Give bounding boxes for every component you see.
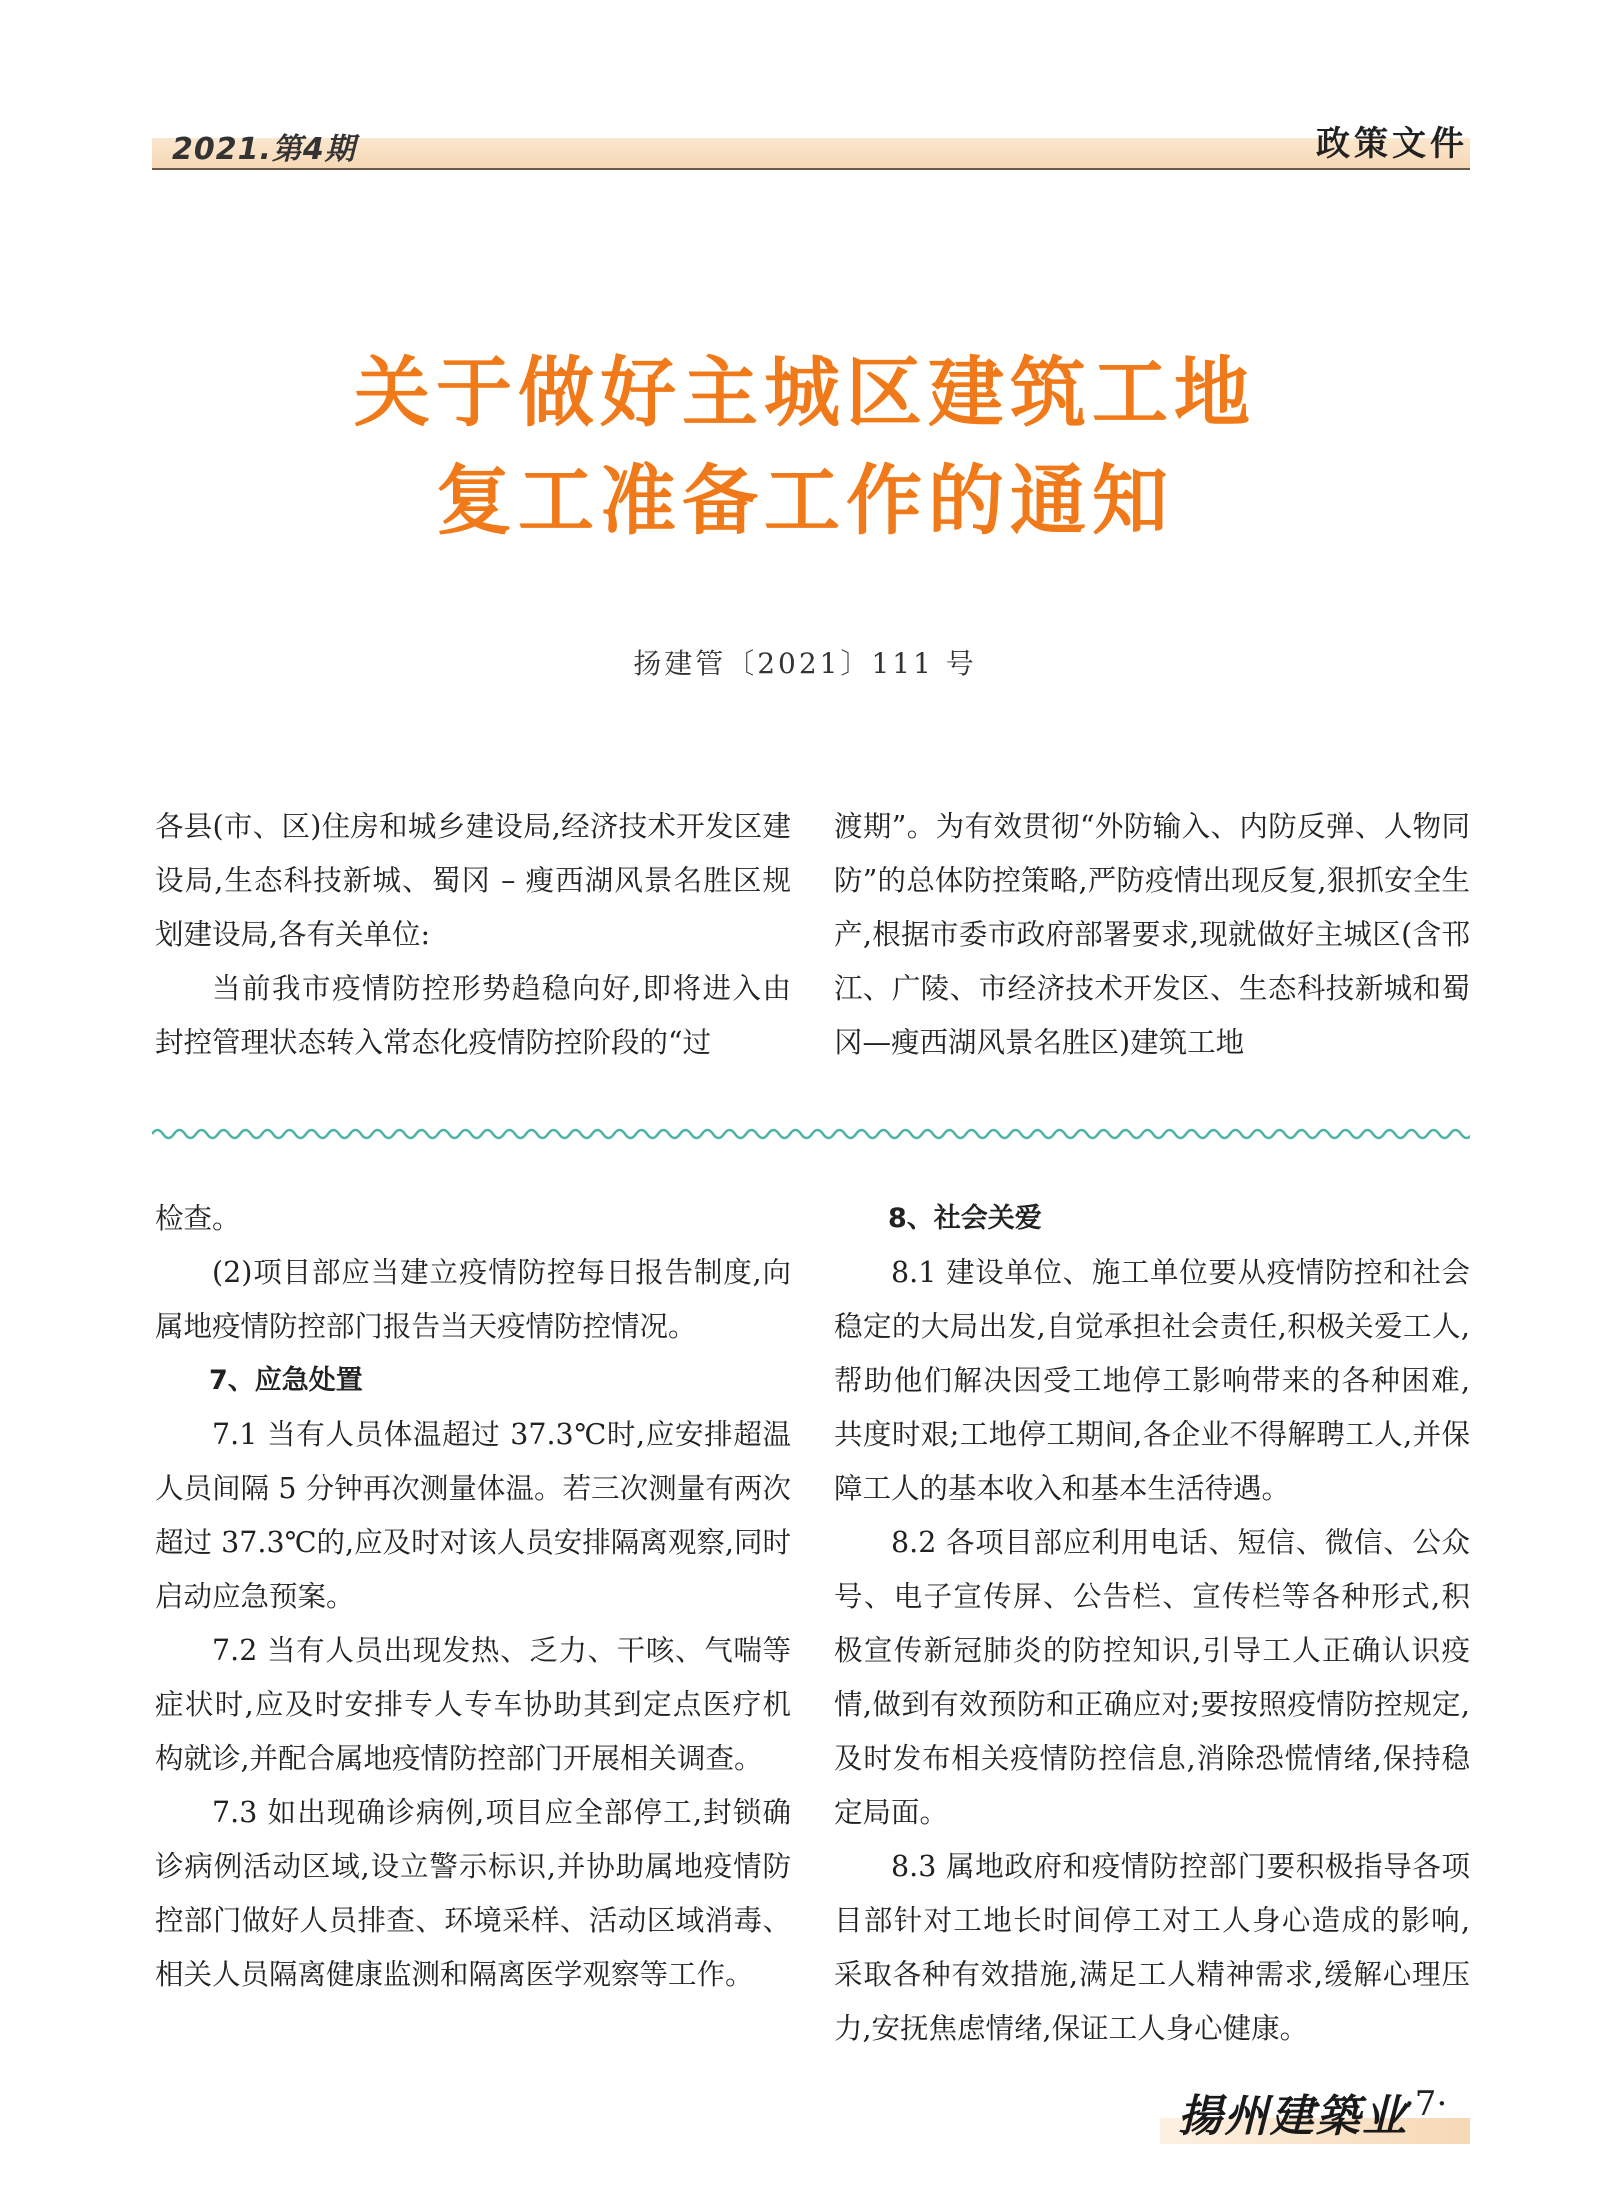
upper-left-column xyxy=(155,800,791,1070)
title-line-2: 复工准备工作的通知 xyxy=(436,456,1174,545)
wave-divider xyxy=(152,1120,1470,1148)
heading-social-care: 8、社会关爱 xyxy=(888,1203,1042,1234)
intro-continued-paragraph: 渡期”。为有效贯彻“外防输入、内防反弹、人物同防”的总体防控策略,严防疫情出现反复,狠抓安全生产,根据市委市政府部署要求,现就做好主城区(含邗江、广陵、市经济技术开发区、生态科技新城和蜀冈—瘦西湖风景名胜区)建筑工地 xyxy=(834,810,1470,1059)
addressee-paragraph: 各县(市、区)住房和城乡建设局,经济技术开发区建设局,生态科技新城、蜀冈 – 瘦西湖风景名胜区规划建设局,各有关单位: xyxy=(155,810,791,951)
paragraph-check: 检查。 xyxy=(155,1202,241,1235)
magazine-logo: 揚州建築业 xyxy=(1178,2091,1408,2142)
paragraph-8-2: 8.2 各项目部应利用电话、短信、微信、公众号、电子宣传屏、公告栏、宣传栏等各种形式,积极宣传新冠肺炎的防控知识,引导工人正确认识疫情,做到有效预防和正确应对;要按照疫情防控规定,及时发布相关疫情防控信息,消除恐慌情绪,保持稳定局面。 xyxy=(834,1526,1470,1829)
paragraph-8-1: 8.1 建设单位、施工单位要从疫情防控和社会稳定的大局出发,自觉承担社会责任,积极关爱工人,帮助他们解决因受工地停工影响带来的各种困难,共度时艰;工地停工期间,各企业不得解聘工人,并保障工人的基本收入和基本生活待遇。 xyxy=(834,1256,1470,1505)
paragraph-8-3: 8.3 属地政府和疫情防控部门要积极指导各项目部针对工地长时间停工对工人身心造成的影响,采取各种有效措施,满足工人精神需求,缓解心理压力,安抚焦虑情绪,保证工人身心健康。 xyxy=(834,1850,1470,2045)
heading-emergency: 7、应急处置 xyxy=(209,1365,363,1396)
title-line-1: 关于做好主城区建筑工地 xyxy=(354,348,1256,437)
lower-left-column xyxy=(155,1192,791,2002)
paragraph-daily-report: (2)项目部应当建立疫情防控每日报告制度,向属地疫情防控部门报告当天疫情防控情况。 xyxy=(155,1256,791,1343)
section-label: 政策文件 xyxy=(1316,124,1468,164)
page-number: ·7· xyxy=(1404,2084,1448,2124)
document-number: 扬建管〔2021〕111 号 xyxy=(633,647,977,680)
paragraph-7-2: 7.2 当有人员出现发热、乏力、干咳、气喘等症状时,应及时安排专人专车协助其到定点医疗机构就诊,并配合属地疫情防控部门开展相关调查。 xyxy=(155,1634,791,1775)
lower-right-column xyxy=(834,1192,1470,2056)
paragraph-7-3: 7.3 如出现确诊病例,项目应全部停工,封锁确诊病例活动区域,设立警示标识,并协助属地疫情防控部门做好人员排查、环境采样、活动区域消毒、相关人员隔离健康监测和隔离医学观察等工作。 xyxy=(155,1796,791,1991)
issue-label: 2021.第4期 xyxy=(172,132,356,167)
intro-paragraph: 当前我市疫情防控形势趋稳向好,即将进入由封控管理状态转入常态化疫情防控阶段的“过 xyxy=(155,972,791,1059)
paragraph-7-1: 7.1 当有人员体温超过 37.3℃时,应安排超温人员间隔 5 分钟再次测量体温。若三次测量有两次超过 37.3℃的,应及时对该人员安排隔离观察,同时启动应急预案。 xyxy=(155,1418,791,1613)
upper-right-column xyxy=(834,800,1470,1070)
